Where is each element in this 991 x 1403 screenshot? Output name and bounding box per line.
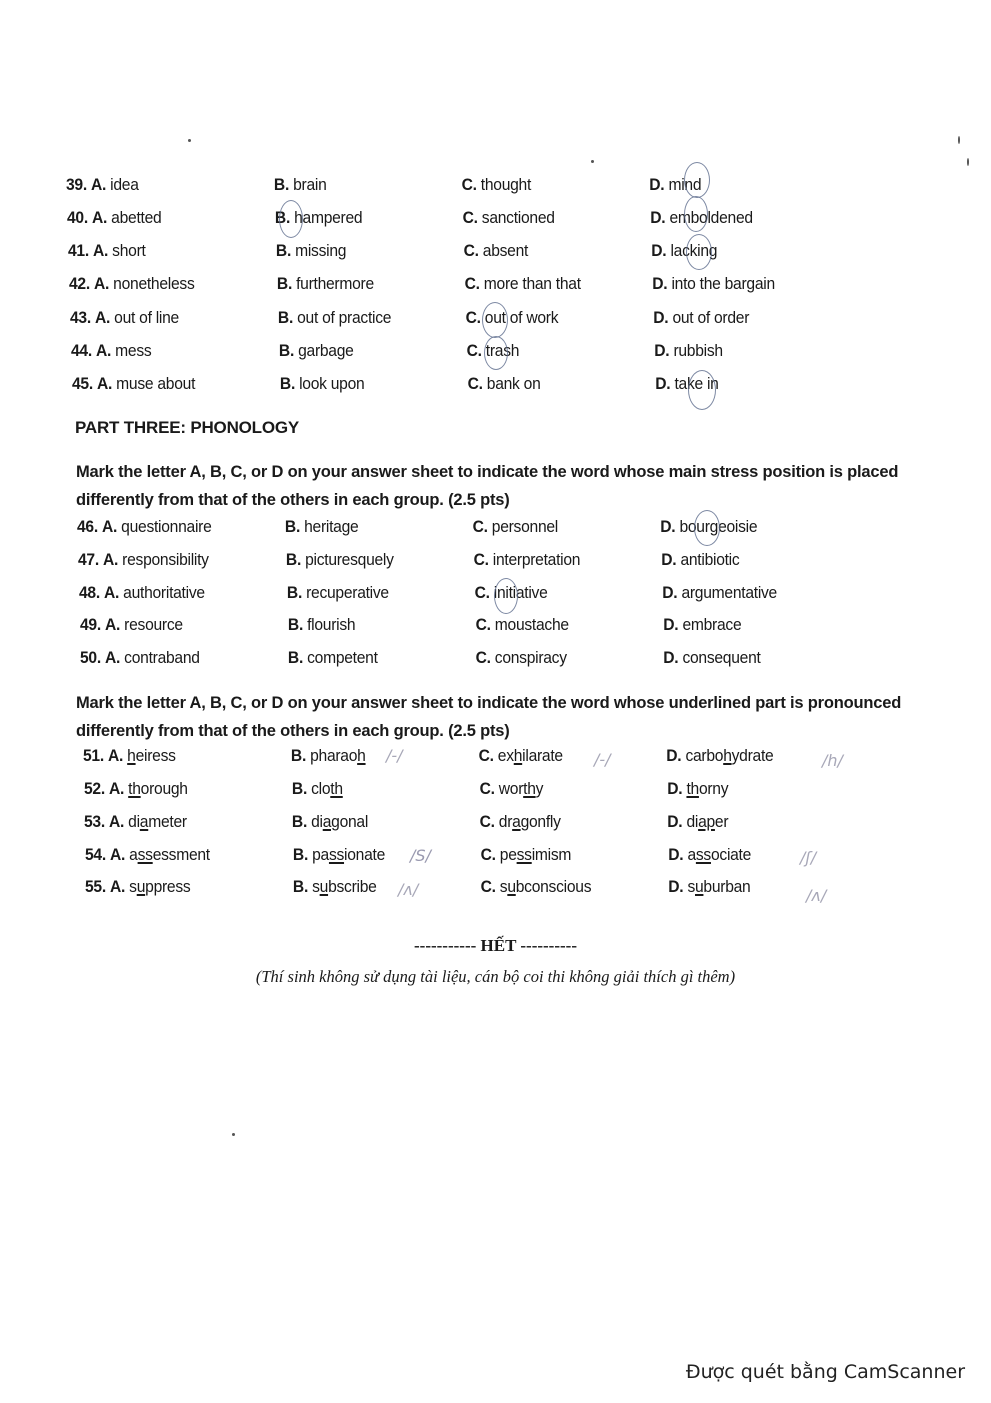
option-b	[277, 274, 374, 294]
option-letter: B.	[286, 583, 303, 602]
question-row	[85, 845, 876, 869]
option-letter: D.	[652, 274, 668, 293]
option-letter: D.	[654, 341, 670, 360]
option-text: out of order	[672, 308, 750, 327]
word-part: ociate	[710, 845, 752, 864]
option-b	[279, 341, 354, 361]
option-letter: A.	[93, 274, 110, 293]
option-text: argumentative	[681, 583, 777, 602]
question-number: 43.	[70, 308, 91, 327]
option-text: hampered	[294, 208, 363, 227]
option-letter: C.	[479, 812, 495, 831]
option-d	[666, 746, 773, 766]
option-letter: C.	[475, 648, 491, 667]
option-d	[668, 877, 750, 897]
word-part: essment	[152, 845, 210, 864]
word-part: s	[312, 877, 320, 896]
question-row	[71, 341, 862, 365]
option-b	[292, 779, 343, 799]
option-text: contraband	[124, 648, 200, 667]
option-text: take in	[674, 374, 719, 393]
word-part: y	[535, 779, 544, 798]
word-part: ppress	[145, 877, 191, 896]
underlined-part: ss	[695, 845, 711, 864]
option-letter: C.	[462, 208, 478, 227]
margin-note-7: /ʌ/	[806, 886, 827, 905]
margin-note-6: /ʌ/	[398, 880, 419, 899]
question-number: 55.	[85, 877, 106, 896]
option-letter: C.	[479, 779, 495, 798]
margin-note-4: /S/	[410, 846, 431, 865]
option-c	[468, 374, 541, 394]
option-letter: D.	[668, 877, 684, 896]
option-letter: D.	[653, 308, 669, 327]
option-text: resource	[124, 615, 183, 634]
question-number: 54.	[85, 845, 106, 864]
underlined-part: u	[695, 877, 704, 896]
word-part: s	[129, 877, 137, 896]
option-text: conspiracy	[494, 648, 567, 667]
option-letter: D.	[666, 746, 682, 765]
option-text: abetted	[111, 208, 162, 227]
option-letter: D.	[663, 615, 679, 634]
option-letter: B.	[278, 341, 295, 360]
underlined-part: th	[330, 779, 343, 798]
underlined-part: u	[507, 877, 516, 896]
option-text: idea	[110, 175, 139, 194]
option-letter: B.	[279, 374, 296, 393]
question-number: 52.	[84, 779, 105, 798]
scan-speck	[232, 1133, 235, 1136]
option-text: initiative	[493, 583, 548, 602]
question-number: 47.	[78, 550, 99, 569]
option-c	[476, 648, 567, 668]
option-a	[80, 615, 183, 635]
option-text: into the bargain	[671, 274, 775, 293]
option-text: nonetheless	[113, 274, 195, 293]
option-letter: B.	[273, 175, 290, 194]
option-letter: B.	[292, 845, 309, 864]
option-letter: C.	[473, 550, 489, 569]
option-c	[480, 779, 544, 799]
question-row	[84, 779, 875, 803]
option-letter: B.	[285, 550, 302, 569]
option-d	[668, 845, 751, 865]
question-number: 51.	[83, 746, 104, 765]
option-letter: D.	[663, 648, 679, 667]
question-row	[85, 877, 876, 901]
option-a	[68, 241, 146, 261]
option-letter: C.	[480, 877, 496, 896]
question-number: 49.	[80, 615, 101, 634]
option-letter: D.	[649, 175, 665, 194]
option-letter: B.	[291, 779, 308, 798]
option-c	[473, 517, 558, 537]
option-text: heritage	[304, 517, 359, 536]
option-text: lacking	[670, 241, 718, 260]
option-a	[79, 583, 205, 603]
word-part: orough	[140, 779, 188, 798]
option-letter: B.	[275, 241, 292, 260]
end-marker: ----------- HẾT ----------	[414, 936, 577, 955]
option-letter: B.	[287, 615, 304, 634]
option-text: personnel	[491, 517, 558, 536]
option-c	[480, 812, 561, 832]
answer-circle-39	[684, 162, 710, 198]
word-part: er	[714, 812, 729, 831]
word-part: a	[687, 845, 696, 864]
question-row	[69, 274, 860, 298]
option-letter: A.	[104, 615, 121, 634]
underlined-part: ap	[698, 812, 715, 831]
question-number: 53.	[84, 812, 105, 831]
option-letter: D.	[651, 241, 667, 260]
option-c	[476, 615, 569, 635]
option-text: moustache	[494, 615, 569, 634]
option-c	[481, 845, 572, 865]
option-letter: D.	[662, 583, 678, 602]
option-a	[66, 175, 139, 195]
answer-circle-45	[688, 370, 716, 410]
option-b	[287, 583, 389, 603]
option-b	[288, 615, 355, 635]
option-b	[278, 308, 391, 328]
option-text: emboldened	[669, 208, 753, 227]
word-part: orny	[698, 779, 729, 798]
option-a	[85, 845, 210, 865]
option-letter: C.	[463, 241, 479, 260]
option-letter: D.	[668, 845, 684, 864]
word-part: meter	[148, 812, 187, 831]
option-letter: A.	[94, 308, 111, 327]
underlined-part: h	[357, 746, 366, 765]
underlined-part: th	[523, 779, 536, 798]
underlined-part: h	[513, 746, 523, 765]
underlined-part: h	[723, 746, 732, 765]
option-letter: D.	[667, 779, 683, 798]
word-part: bscribe	[328, 877, 377, 896]
option-d	[667, 779, 728, 799]
underlined-part: a	[139, 812, 149, 831]
option-d	[652, 274, 775, 294]
option-letter: A.	[102, 550, 119, 569]
word-part: pharao	[310, 746, 358, 765]
option-letter: C.	[474, 583, 490, 602]
question-number: 41.	[68, 241, 89, 260]
word-part: pa	[312, 845, 329, 864]
word-part: imism	[531, 845, 572, 864]
option-text: picturesquely	[305, 550, 394, 569]
option-text: rubbish	[673, 341, 723, 360]
option-text: mind	[668, 175, 702, 194]
question-row	[80, 615, 871, 639]
option-text: bank on	[486, 374, 541, 393]
option-letter: A.	[103, 583, 120, 602]
option-text: absent	[482, 241, 529, 260]
pencil-circle-40b	[279, 200, 303, 238]
question-row	[80, 648, 871, 672]
option-letter: B.	[284, 517, 301, 536]
underlined-part: u	[319, 877, 329, 896]
option-letter: A.	[107, 746, 124, 765]
question-row	[70, 308, 861, 332]
question-number: 39.	[66, 175, 87, 194]
word-part: pe	[499, 845, 517, 864]
option-text: out of line	[114, 308, 179, 327]
answer-circle-43	[482, 302, 508, 338]
option-text: recuperative	[306, 583, 389, 602]
question-row	[68, 241, 859, 265]
answer-circle-46	[694, 510, 720, 546]
option-b	[292, 812, 368, 832]
underlined-part: ss	[516, 845, 532, 864]
option-text: interpretation	[492, 550, 581, 569]
option-letter: C.	[461, 175, 477, 194]
option-b	[280, 374, 365, 394]
word-part: s	[499, 877, 508, 896]
option-letter: B.	[276, 274, 293, 293]
question-number: 45.	[72, 374, 93, 393]
question-number: 40.	[67, 208, 88, 227]
word-part: a	[129, 845, 138, 864]
option-d	[663, 648, 760, 668]
option-text: out of work	[484, 308, 559, 327]
option-c	[474, 550, 581, 570]
option-text: authoritative	[123, 583, 205, 602]
word-part: ilarate	[522, 746, 563, 765]
word-part: di	[311, 812, 323, 831]
option-b	[291, 746, 366, 766]
option-letter: B.	[287, 648, 304, 667]
option-letter: A.	[90, 175, 107, 194]
option-letter: C.	[465, 308, 481, 327]
option-text: embrace	[682, 615, 742, 634]
word-part: ydrate	[731, 746, 774, 765]
word-part: ionate	[344, 845, 386, 864]
option-letter: D.	[667, 812, 683, 831]
option-a	[70, 308, 179, 328]
option-text: antibiotic	[680, 550, 740, 569]
stress-instruction: Mark the letter A, B, C, or D on your answer sheet to indicate the word whose main stress position is placed differently from that of the others in each group. (2.5 pts)	[76, 463, 899, 509]
question-number: 46.	[77, 517, 98, 536]
option-d	[661, 550, 739, 570]
option-text: mess	[115, 341, 152, 360]
option-a	[67, 208, 161, 228]
question-row	[79, 583, 870, 607]
underlined-part: u	[136, 877, 146, 896]
option-b	[293, 877, 377, 897]
option-a	[69, 274, 194, 294]
option-text: more than that	[483, 274, 581, 293]
scan-speck	[967, 158, 969, 166]
option-a	[71, 341, 151, 361]
word-part: di	[686, 812, 699, 831]
question-number: 44.	[71, 341, 92, 360]
option-letter: A.	[109, 877, 126, 896]
question-number: 48.	[79, 583, 100, 602]
word-part: carbo	[685, 746, 724, 765]
margin-note-2: /-/	[594, 750, 611, 769]
option-a	[84, 812, 187, 832]
option-text: thought	[480, 175, 532, 194]
option-letter: A.	[104, 648, 121, 667]
option-c	[481, 877, 592, 897]
option-text: missing	[295, 241, 347, 260]
option-text: responsibility	[122, 550, 209, 569]
option-a	[77, 517, 212, 537]
option-a	[85, 877, 190, 897]
option-c	[479, 746, 563, 766]
option-letter: C.	[464, 274, 480, 293]
scan-speck	[591, 160, 594, 163]
option-d	[662, 583, 777, 603]
option-letter: A.	[91, 208, 108, 227]
option-b	[288, 648, 378, 668]
option-letter: A.	[108, 812, 125, 831]
margin-note-1: /-/	[386, 746, 403, 765]
word-part: eiress	[135, 746, 176, 765]
underlined-part: ag	[322, 812, 340, 831]
question-row	[77, 517, 868, 541]
option-c	[463, 208, 555, 228]
word-part: gonfly	[520, 812, 561, 831]
underlined-part: th	[128, 779, 141, 798]
word-part: onal	[339, 812, 369, 831]
option-b	[293, 845, 385, 865]
pronunciation-instruction: Mark the letter A, B, C, or D on your answer sheet to indicate the word whose underlined part is pronounced differently from that of the others in each group. (2.5 pts)	[76, 694, 902, 740]
option-c	[462, 175, 531, 195]
option-text: consequent	[682, 648, 761, 667]
option-letter: B.	[277, 308, 294, 327]
option-letter: D.	[660, 517, 676, 536]
option-d	[663, 615, 741, 635]
underlined-part: th	[686, 779, 699, 798]
option-text: out of practice	[297, 308, 392, 327]
option-letter: A.	[96, 374, 113, 393]
option-letter: B.	[292, 877, 309, 896]
option-text: flourish	[307, 615, 356, 634]
scan-speck	[188, 139, 191, 142]
option-d	[653, 308, 749, 328]
margin-note-3: /h/	[822, 751, 843, 770]
question-number: 42.	[69, 274, 90, 293]
question-row	[78, 550, 869, 574]
option-a	[80, 648, 200, 668]
option-letter: D.	[655, 374, 671, 393]
answer-circle-41	[686, 234, 712, 270]
option-text: garbage	[298, 341, 354, 360]
question-row	[72, 374, 863, 398]
option-letter: A.	[92, 241, 109, 260]
option-b	[276, 241, 346, 261]
option-d	[667, 812, 728, 832]
word-part: ex	[497, 746, 514, 765]
option-c	[465, 274, 581, 294]
word-part: clo	[311, 779, 331, 798]
word-part: s	[687, 877, 696, 896]
word-part: burban	[703, 877, 751, 896]
option-letter: C.	[475, 615, 491, 634]
option-c	[466, 308, 559, 328]
option-letter: A.	[101, 517, 118, 536]
answer-circle-44	[484, 336, 508, 370]
option-d	[654, 341, 723, 361]
option-b	[285, 517, 358, 537]
option-a	[83, 746, 176, 766]
word-part: wor	[498, 779, 524, 798]
option-letter: C.	[478, 746, 494, 765]
option-text: muse about	[116, 374, 196, 393]
scan-speck	[958, 136, 960, 144]
question-number: 50.	[80, 648, 101, 667]
underlined-part: a	[512, 812, 521, 831]
option-letter: C.	[467, 374, 483, 393]
underlined-part: h	[127, 746, 136, 765]
option-a	[84, 779, 188, 799]
option-a	[72, 374, 195, 394]
option-text: furthermore	[296, 274, 374, 293]
option-letter: C.	[480, 845, 496, 864]
option-b	[286, 550, 394, 570]
question-row	[84, 812, 875, 836]
exam-note: (Thí sinh không sử dụng tài liệu, cán bộ coi thi không giải thích gì thêm)	[255, 967, 736, 986]
option-c	[464, 241, 528, 261]
option-text: questionnaire	[121, 517, 212, 536]
underlined-part: ss	[137, 845, 153, 864]
option-letter: D.	[650, 208, 666, 227]
word-part: di	[128, 812, 140, 831]
word-part: bconscious	[515, 877, 592, 896]
option-letter: C.	[466, 341, 482, 360]
question-row	[66, 175, 857, 199]
option-letter: A.	[108, 779, 125, 798]
word-part: dr	[498, 812, 513, 831]
option-letter: B.	[274, 208, 291, 227]
option-text: look upon	[299, 374, 365, 393]
option-text: trash	[485, 341, 520, 360]
option-text: bourgeoisie	[679, 517, 758, 536]
option-text: short	[112, 241, 146, 260]
option-text: competent	[307, 648, 378, 667]
underlined-part: ss	[328, 845, 345, 864]
option-letter: D.	[661, 550, 677, 569]
answer-circle-40	[684, 196, 708, 232]
option-letter: C.	[472, 517, 488, 536]
answer-circle-48	[494, 578, 518, 614]
part-heading: PART THREE: PHONOLOGY	[75, 418, 300, 437]
question-row	[67, 208, 858, 232]
option-letter: A.	[95, 341, 112, 360]
option-letter: B.	[290, 746, 307, 765]
option-text: brain	[293, 175, 327, 194]
option-b	[274, 175, 327, 195]
scanner-watermark: Được quét bằng CamScanner	[685, 1361, 965, 1383]
option-letter: A.	[109, 845, 126, 864]
margin-note-5: /ʃ/	[800, 848, 817, 867]
option-letter: B.	[291, 812, 308, 831]
option-text: sanctioned	[481, 208, 555, 227]
option-a	[78, 550, 209, 570]
question-row	[83, 746, 874, 770]
